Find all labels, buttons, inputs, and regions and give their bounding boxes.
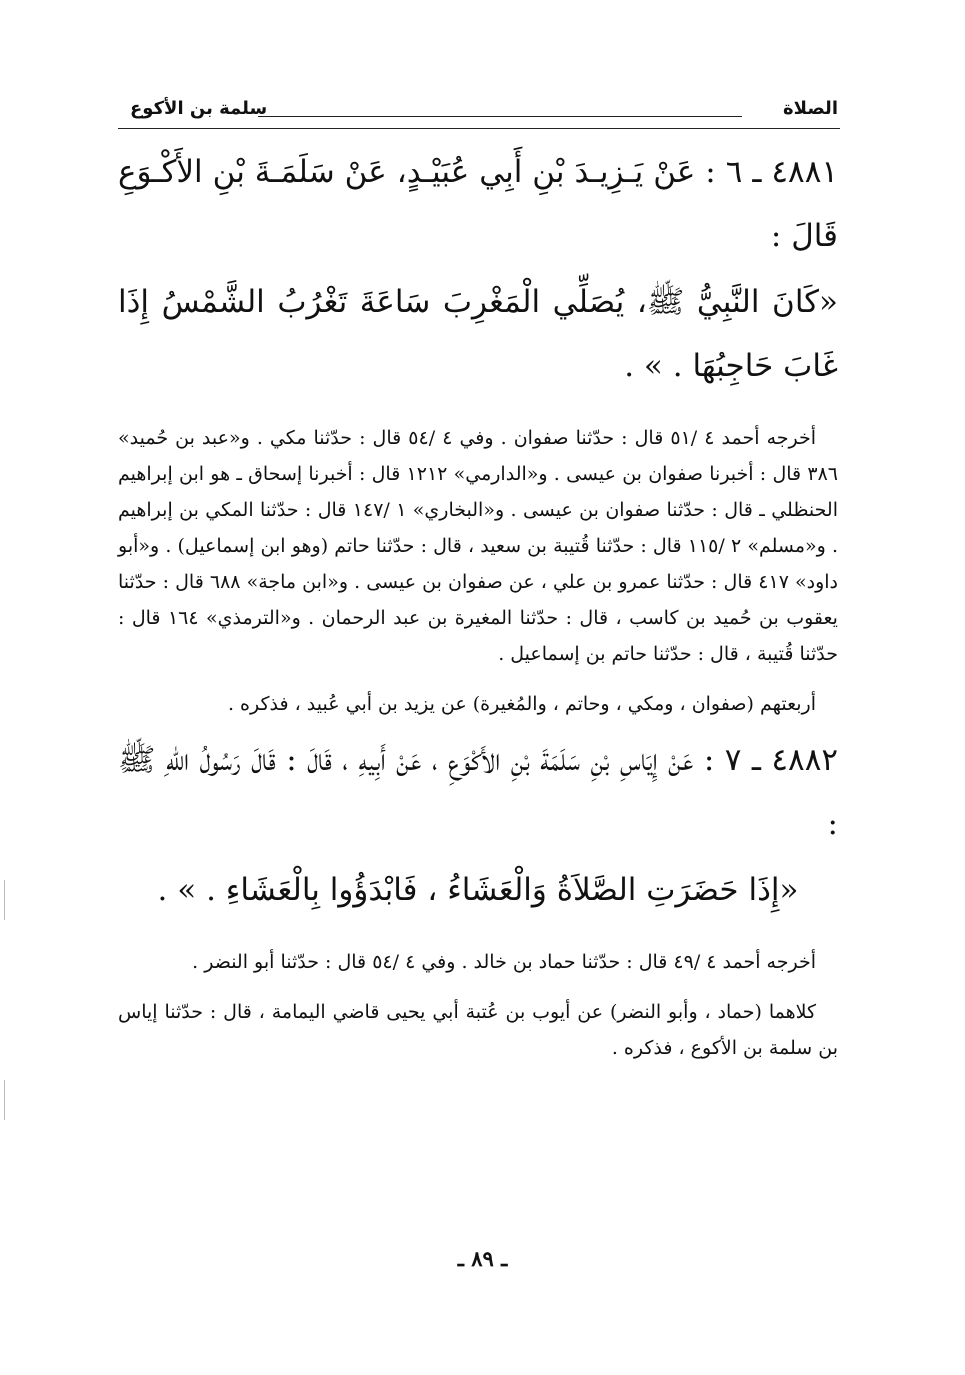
scan-edge-mark <box>4 880 5 920</box>
header-divider <box>118 128 840 129</box>
takhrij-paragraph: أخرجه أحمد ٤ /٥١ قال : حدّثنا صفوان . وفي ٤ /٥٤ قال : حدّثنا مكي . و«عبد بن حُميد» ٣٨٦ قال : أخبرنا صفوان بن عيسى . و«الدارمي» ١٢١٢ قال : أخبرنا إسحاق ـ هو ابن إبراهيم الحنظلي ـ قال : حدّثنا صفوان بن عيسى . و«البخاري» ١ /١٤٧ قال : حدّثنا المكي بن إبراهيم . و«مسلم» ٢ /١١٥ قال : حدّثنا قُتيبة بن سعيد ، قال : حدّثنا حاتم (وهو ابن إسماعيل) . و«أبو داود» ٤١٧ قال : حدّثنا عمرو بن علي ، عن صفوان بن عيسى . و«ابن ماجة» ٦٨٨ قال : حدّثنا يعقوب بن حُميد بن كاسب ، قال : حدّثنا المغيرة بن عبد الرحمان . و«الترمذي» ١٦٤ قال : حدّثنا قُتيبة ، قال : حدّثنا حاتم بن إسماعيل . <box>118 427 839 665</box>
hadith-matn-4882: «إِذَا حَضَرَتِ الصَّلاَةُ وَالْعَشَاءُ ، فَابْدَؤُوا بِالْعَشَاءِ . » . <box>157 872 799 908</box>
hadith-heading-4881: ٤٨٨١ ـ ٦ : عَنْ يَـزِيـدَ بْنِ أَبِي عُبَيْـدٍ، عَنْ سَلَمَـةَ بْنِ الأَكْـوَعِ قَالَ : <box>118 154 839 254</box>
hadith-matn-4881: «كَانَ النَّبِيُّ ﷺ، يُصَلِّي الْمَغْرِبَ سَاعَةَ تَغْرُبُ الشَّمْسُ إِذَا غَابَ حَاجِبُهَا . » . <box>118 284 838 384</box>
page-number: ـ ٨٩ ـ <box>457 1246 508 1271</box>
section-title: سلمة بن الأكوع <box>130 98 268 119</box>
takhrij-paragraph: أخرجه أحمد ٤ /٤٩ قال : حدّثنا حماد بن خالد . وفي ٤ /٥٤ قال : حدّثنا أبو النضر . <box>192 951 816 973</box>
takhrij-paragraph: أربعتهم (صفوان ، ومكي ، وحاتم ، والمُغيرة) عن يزيد بن أبي عُبيد ، فذكره . <box>227 693 816 715</box>
chapter-title: الصلاة <box>783 98 838 119</box>
running-header <box>130 92 838 128</box>
page-body <box>118 140 838 1066</box>
hadith-heading-4882: ٤٨٨٢ ـ ٧ : عَنْ إِيَاسِ بْنِ سَلَمَةَ بْنِ الأَكْوَعِ ، عَنْ أَبِيهِ ، قَالَ : قَالَ رَسُولُ اللهِ ﷺ : <box>118 742 838 842</box>
takhrij-paragraph: كلاهما (حماد ، وأبو النضر) عن أيوب بن عُتبة أبي يحيى قاضي اليمامة ، قال : حدّثنا إياس بن سلمة بن الأكوع ، فذكره . <box>118 1001 838 1059</box>
header-rule <box>258 116 742 117</box>
scan-edge-mark <box>4 1080 5 1120</box>
